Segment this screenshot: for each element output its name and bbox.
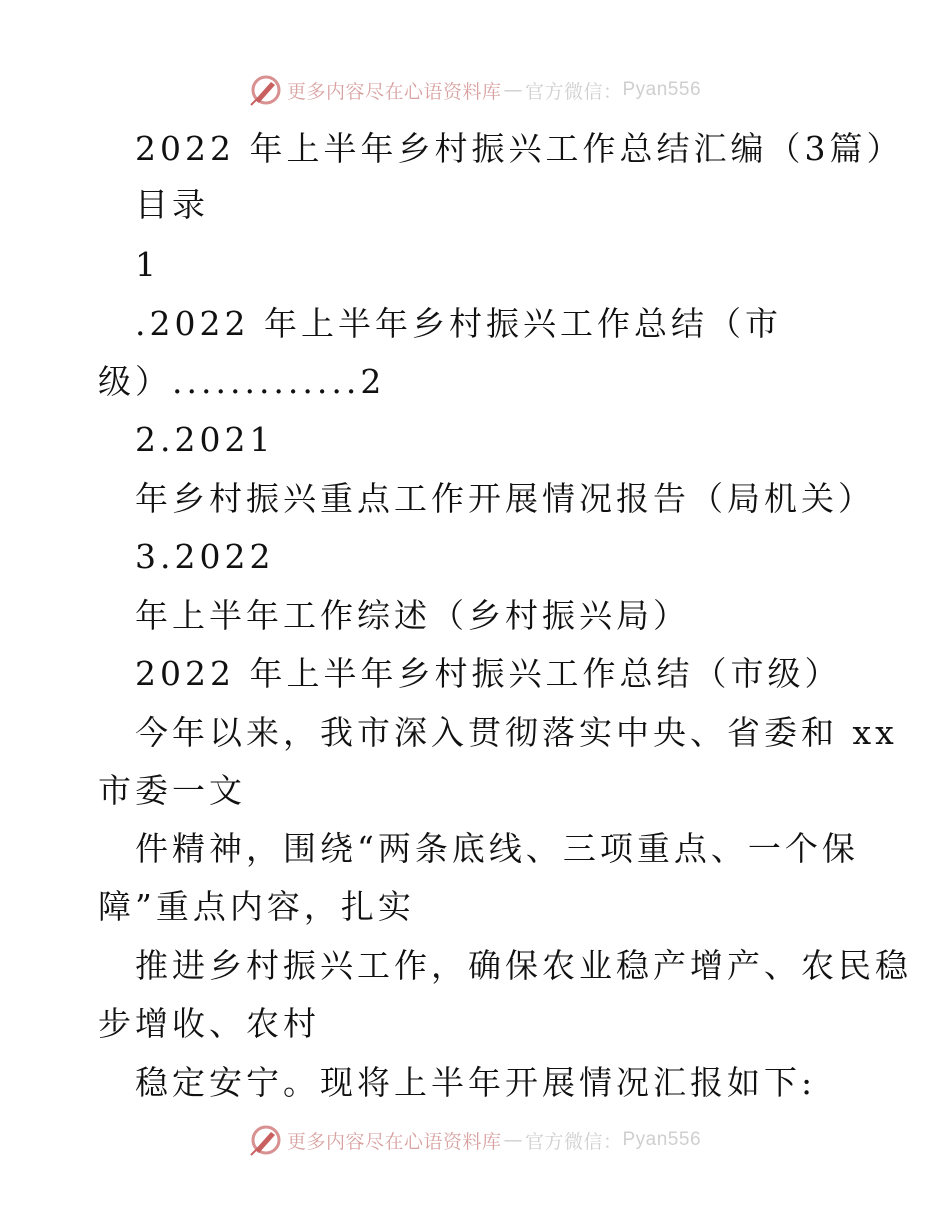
toc-line: 2.2021 (135, 420, 275, 459)
pen-circle-logo-icon (249, 73, 283, 107)
toc-line: 级）.............2 (98, 362, 386, 401)
section-heading: 2022 年上半年乡村振兴工作总结（市级） (135, 654, 842, 693)
watermark-wechat-id: Pyan556 (622, 1129, 702, 1150)
pen-circle-logo-icon (249, 1123, 283, 1157)
header-watermark (0, 70, 950, 110)
toc-line: 1 (135, 245, 160, 284)
watermark-label: 官方微信： (524, 80, 623, 103)
watermark-main-text: 更多内容尽在心语资料库 (286, 80, 502, 103)
toc-line: 年上半年工作综述（乡村振兴局） (135, 596, 690, 635)
watermark-separator: — (503, 79, 523, 101)
toc-line: .2022 年上半年乡村振兴工作总结（市 (135, 304, 782, 343)
watermark-main-text: 更多内容尽在心语资料库 (286, 1130, 502, 1153)
body-line: 件精神，围绕“两条底线、三项重点、一个保 (135, 829, 859, 868)
body-line: 推进乡村振兴工作，确保农业稳产增产、农民稳 (135, 946, 912, 985)
toc-line: 3.2022 (135, 537, 275, 576)
body-line: 市委一文 (98, 771, 246, 810)
footer-watermark (0, 1120, 950, 1160)
watermark-wechat-id: Pyan556 (622, 79, 702, 100)
body-line: 稳定安宁。现将上半年开展情况汇报如下: (135, 1063, 817, 1102)
toc-line: 年乡村振兴重点工作开展情况报告（局机关） (135, 479, 875, 518)
toc-heading: 目录 (135, 185, 209, 224)
body-line: 障”重点内容，扎实 (98, 887, 415, 926)
body-line: 步增收、农村 (98, 1004, 320, 1043)
watermark-label: 官方微信： (524, 1130, 623, 1153)
document-title: 2022 年上半年乡村振兴工作总结汇编（3篇） (135, 129, 904, 168)
watermark-separator: — (503, 1129, 523, 1151)
body-line: 今年以来，我市深入贯彻落实中央、省委和 xx (135, 713, 898, 752)
